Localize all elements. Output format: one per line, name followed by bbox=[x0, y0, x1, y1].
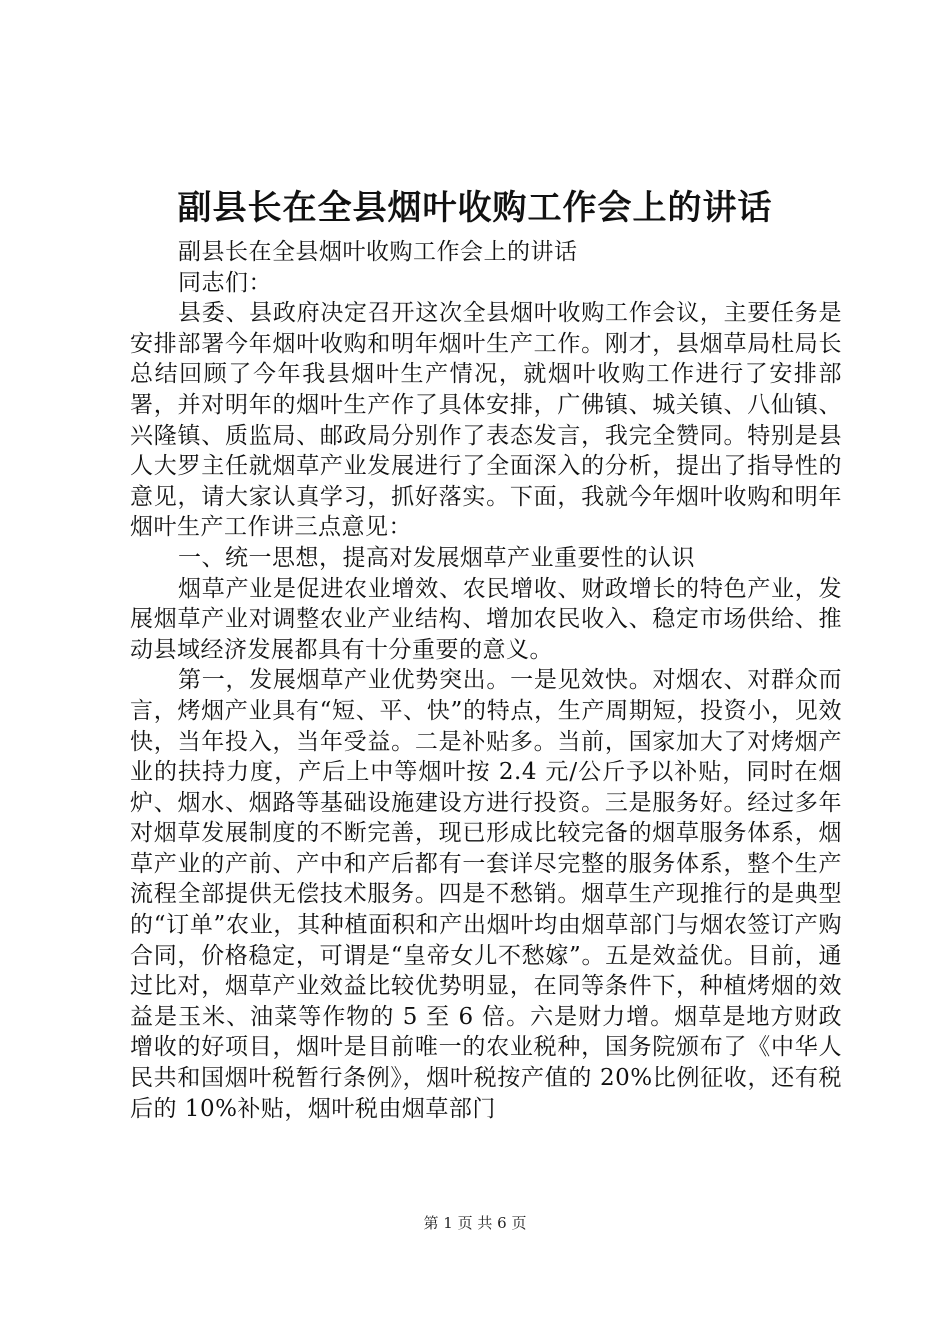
document-body bbox=[130, 237, 842, 1124]
body-paragraph: 第一，发展烟草产业优势突出。一是见效快。对烟农、对群众而言，烤烟产业具有“短、平、快”的特点，生产周期短，投资小，见效快，当年投入，当年受益。二是补贴多。当前，国家加大了对烤烟产业的扶持力度，产后上中等烟叶按 2.4 元/公斤予以补贴，同时在烟炉、烟水、烟路等基础设施建设方进行投资。三是服务好。经过多年对烟草发展制度的不断完善，现已形成比较完备的烟草服务体系，烟草产业的产前、产中和产后都有一套详尽完整的服务体系，整个生产流程全部提供无偿技术服务。四是不愁销。烟草生产现推行的是典型的“订单”农业，其种植面积和产出烟叶均由烟草部门与烟农签订产购合同，价格稳定，可谓是“皇帝女儿不愁嫁”。五是效益优。目前，通过比对，烟草产业效益比较优势明显，在同等条件下，种植烤烟的效益是玉米、油菜等作物的 5 至 6 倍。六是财力增。烟草是地方财政增收的好项目，烟叶是目前唯一的农业税种，国务院颁布了《中华人民共和国烟叶税暂行条例》，烟叶税按产值的 20%比例征收，还有税后的 10%补贴，烟叶税由烟草部门 bbox=[130, 667, 842, 1122]
salutation-paragraph: 同志们： bbox=[178, 269, 272, 296]
body-paragraph: 烟草产业是促进农业增效、农民增收、财政增长的特色产业，发展烟草产业对调整农业产业结构、增加农民收入、稳定市场供给、推动县域经济发展都具有十分重要的意义。 bbox=[130, 575, 842, 663]
section-heading: 一、统一思想，提高对发展烟草产业重要性的认识 bbox=[178, 544, 695, 571]
subtitle-paragraph: 副县长在全县烟叶收购工作会上的讲话 bbox=[178, 239, 578, 265]
body-paragraph: 县委、县政府决定召开这次全县烟叶收购工作会议，主要任务是安排部署今年烟叶收购和明年烟叶生产工作。刚才，县烟草局杜局长总结回顾了今年我县烟叶生产情况，就烟叶收购工作进行了安排部署，并对明年的烟叶生产作了具体安排，广佛镇、城关镇、八仙镇、兴隆镇、质监局、邮政局分别作了表态发言，我完全赞同。特别是县人大罗主任就烟草产业发展进行了全面深入的分析，提出了指导性的意见，请大家认真学习，抓好落实。下面，我就今年烟叶收购和明年烟叶生产工作讲三点意见： bbox=[130, 300, 842, 541]
document-title: 副县长在全县烟叶收购工作会上的讲话 bbox=[177, 188, 773, 228]
page-footer: 第 1 页 共 6 页 bbox=[423, 1214, 527, 1232]
